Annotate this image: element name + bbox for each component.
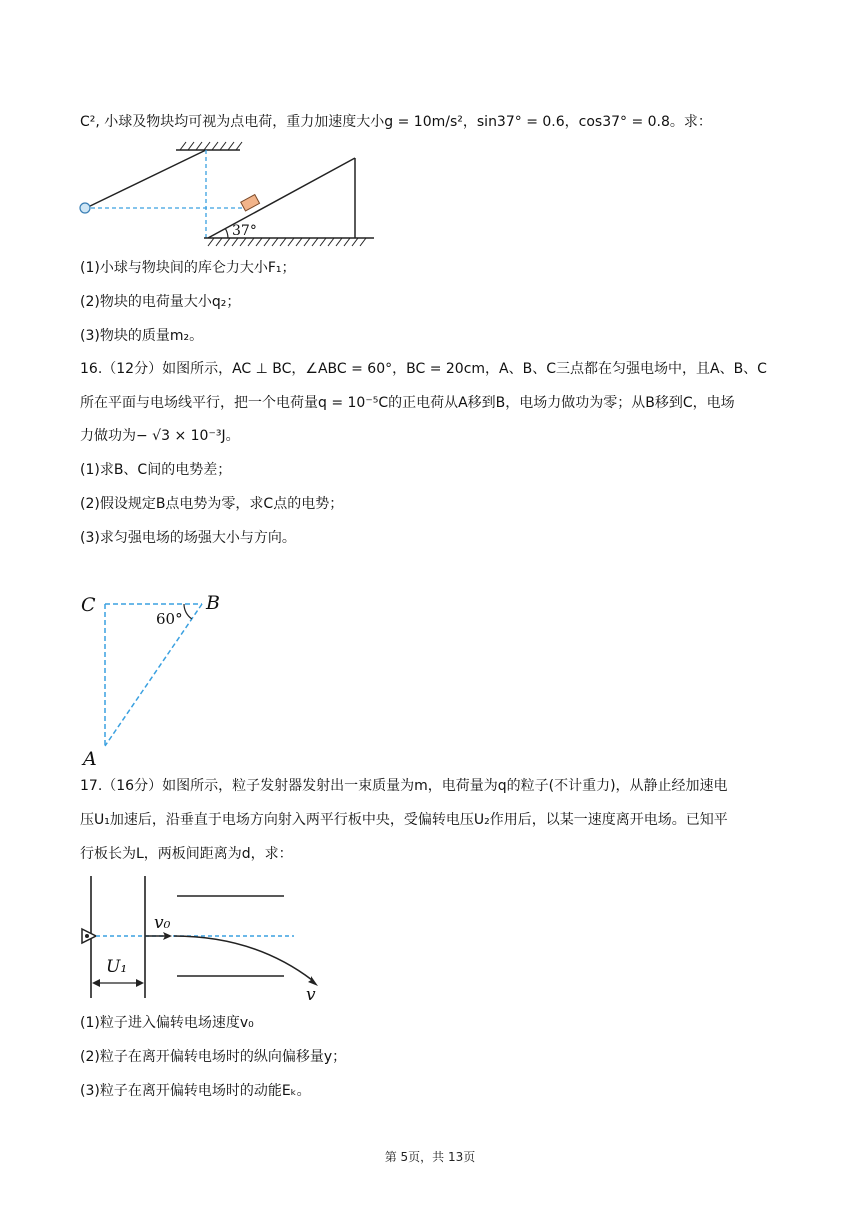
q16-label-B: B (206, 592, 220, 614)
ball (80, 203, 90, 213)
q16-line3: 力做功为− √3 × 10⁻³J。 (80, 428, 240, 444)
q16-sub2: (2)假设规定B点电势为零，求C点的电势； (80, 496, 344, 512)
page-footer: 第 5页，共 13页 (384, 1150, 476, 1164)
q17-label-U1: U₁ (106, 957, 128, 977)
q15-sub2: (2)物块的电荷量大小q₂； (80, 294, 241, 310)
q16-label-A: A (83, 748, 97, 768)
q15-intro-line: C², 小球及物块均可视为点电荷，重力加速度大小g = 10m/s²，sin37° = 0.6，cos37° = 0.8。求： (80, 114, 712, 130)
q16-sub1: (1)求B、C间的电势差； (80, 462, 232, 478)
q16-label-C: C (81, 594, 96, 616)
q17-figure-deflection (74, 870, 334, 1005)
q17-line3: 行板长为L，两板间距离为d，求： (80, 846, 293, 862)
q17-sub1: (1)粒子进入偏转电场速度v₀ (80, 1015, 254, 1031)
q15-sub1: (1)小球与物块间的库仑力大小F₁； (80, 260, 296, 276)
q15-figure-incline (74, 138, 384, 248)
q16-sub3: (3)求匀强电场的场强大小与方向。 (80, 530, 296, 546)
q16-line2: 所在平面与电场线平行，把一个电荷量q = 10⁻⁵C的正电荷从A移到B，电场力做功为零；从B移到C，电场 (80, 395, 735, 411)
q17-line1: 17.（16分）如图所示，粒子发射器发射出一束质量为m，电荷量为q的粒子(不计重力)，从静止经加速电 (80, 778, 728, 794)
block (241, 195, 260, 211)
q17-label-v0: v₀ (154, 913, 171, 933)
q17-label-v: v (306, 985, 316, 1005)
q15-sub3: (3)物块的质量m₂。 (80, 328, 204, 344)
q16-angle-label: 60° (156, 610, 183, 628)
q16-line1: 16.（12分）如图所示，AC ⊥ BC，∠ABC = 60°，BC = 20cm，A、B、C三点都在匀强电场中，且A、B、C (80, 361, 767, 377)
q17-sub2: (2)粒子在离开偏转电场时的纵向偏移量y； (80, 1049, 347, 1065)
q17-sub3: (3)粒子在离开偏转电场时的动能Eₖ。 (80, 1083, 311, 1099)
q16-figure-triangle (76, 588, 236, 768)
q17-line2: 压U₁加速后，沿垂直于电场方向射入两平行板中央，受偏转电压U₂作用后，以某一速度离开电场。已知平 (80, 812, 728, 828)
q15-angle-label: 37° (232, 223, 257, 239)
